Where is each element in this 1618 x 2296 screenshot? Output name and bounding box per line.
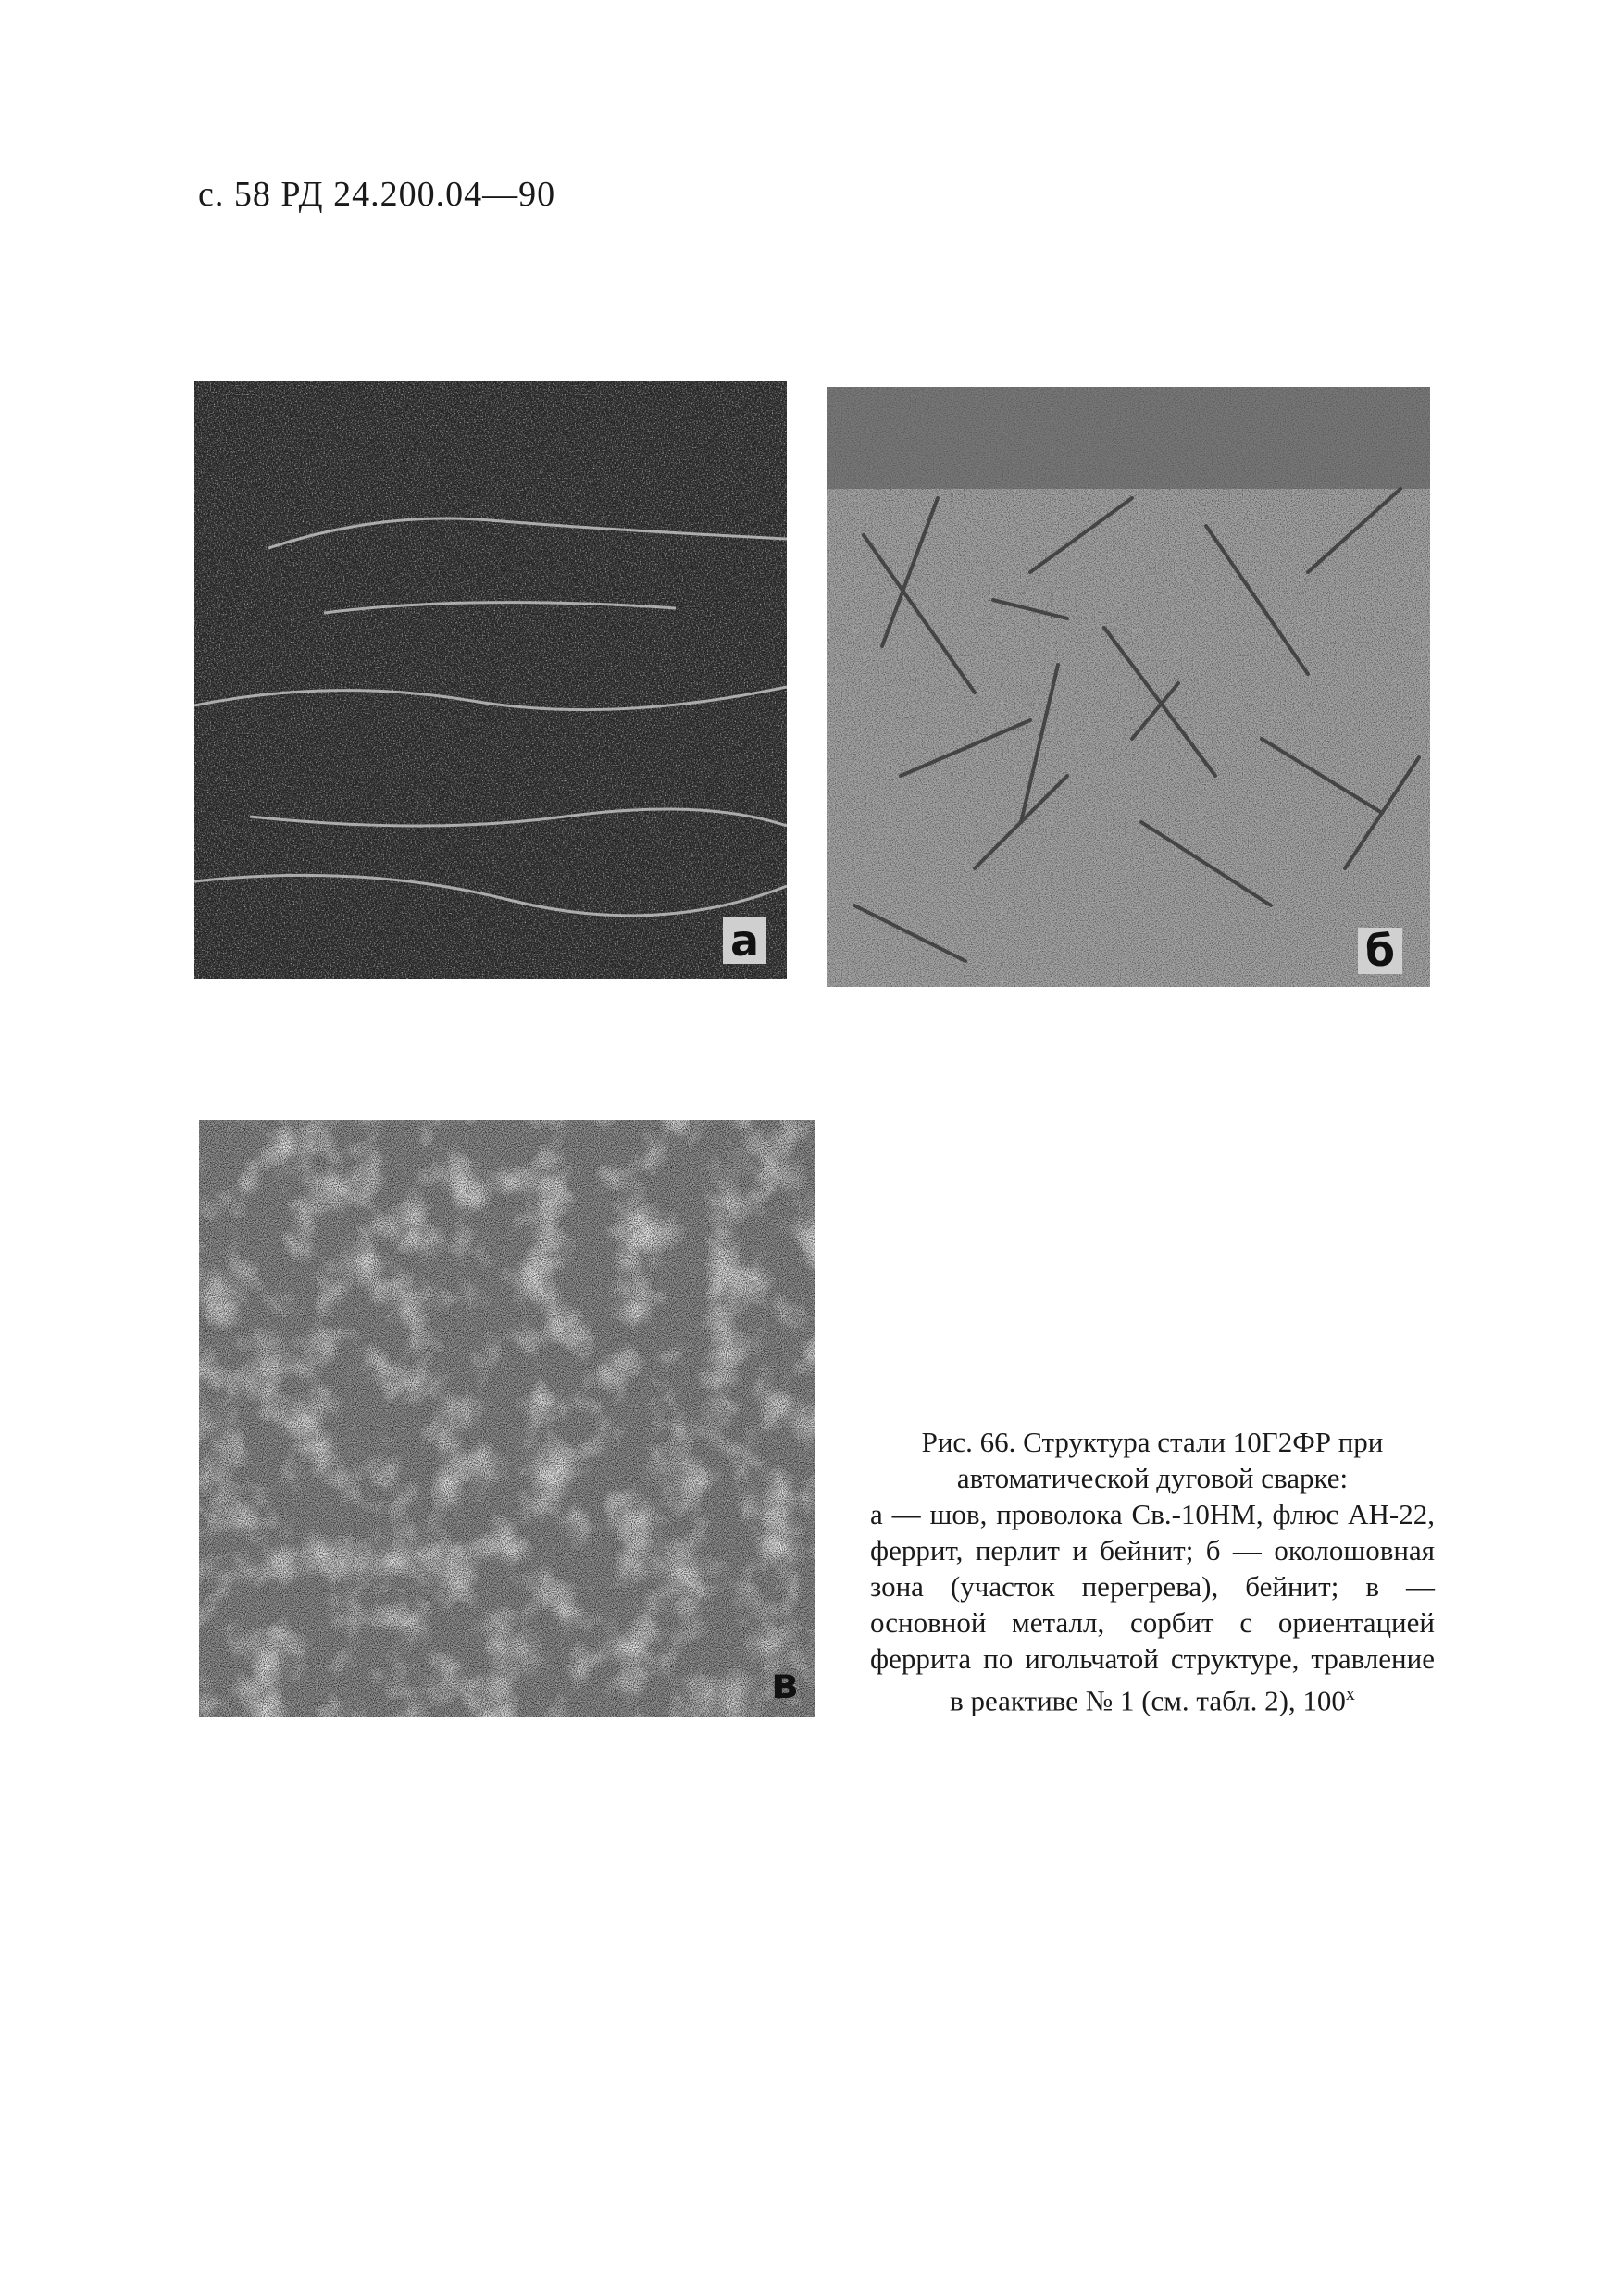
micrograph-base-metal: [199, 1120, 815, 1717]
caption-body: [870, 1496, 1435, 1718]
caption-body-text: а — шов, проволока Св.-10НМ, флюс АН-22, феррит, перлит и бейнит; б — околошовная зона (участок перегрева), бейнит; в — основной металл, сорбит с ориентацией феррита по игольчатой структуре, травление в реактиве № 1 (см. табл. 2), 100: [870, 1498, 1435, 1717]
magnification-mark: x: [1345, 1684, 1355, 1704]
panel-label-a: а: [723, 917, 766, 964]
micrograph-weld-seam: [194, 381, 787, 979]
figure-caption: [870, 1424, 1435, 1718]
panel-label-v: в: [771, 1658, 799, 1708]
caption-title: Рис. 66. Структура стали 10Г2ФР при автоматической дуговой сварке:: [921, 1426, 1384, 1494]
micrograph-heat-affected-zone: [827, 387, 1430, 987]
panel-label-b: б: [1358, 928, 1402, 974]
page-header: с. 58 РД 24.200.04—90: [198, 175, 556, 214]
